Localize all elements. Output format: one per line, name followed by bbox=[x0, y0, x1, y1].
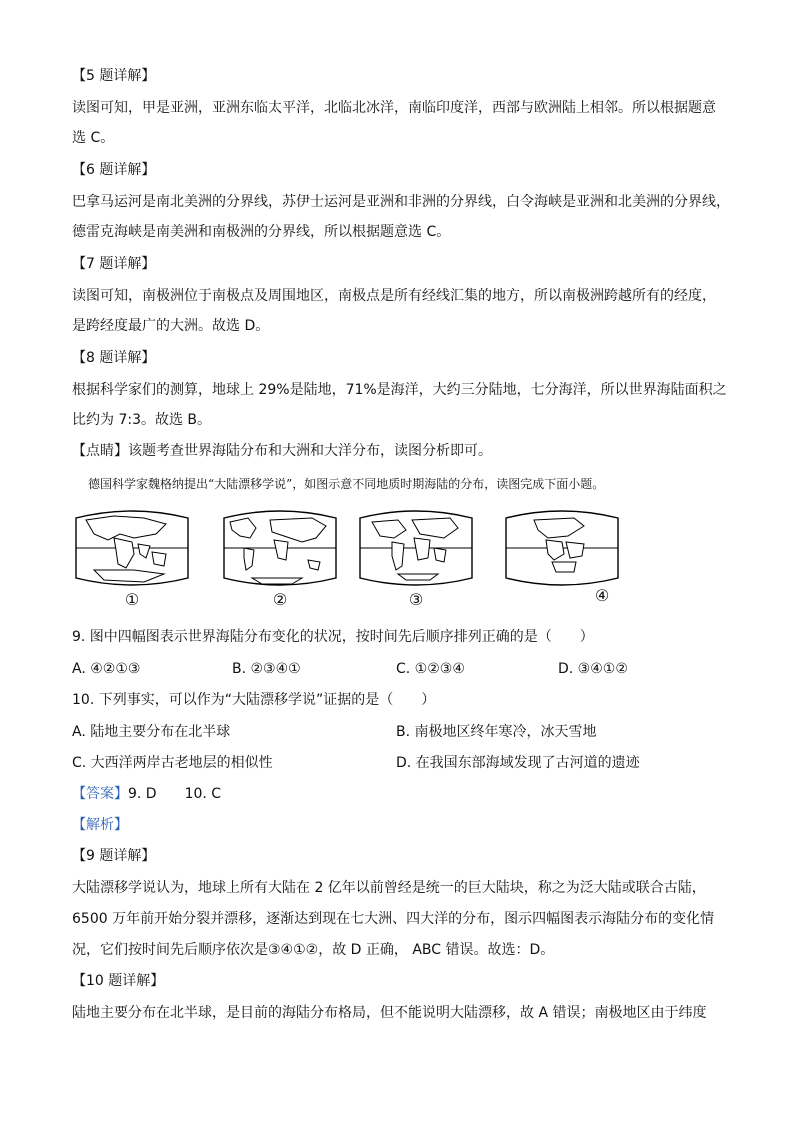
question-intro: 德国科学家魏格纳提出“大陆漂移学说”，如图示意不同地质时期海陆的分布，读图完成下面小题。 bbox=[88, 477, 605, 491]
q6-text-line2: 德雷克海峡是南美洲和南极洲的分界线，所以根据题意选 C。 bbox=[72, 224, 451, 240]
map-2 bbox=[222, 508, 338, 588]
q9-option-a: A. ④②①③ bbox=[72, 661, 141, 677]
q7-text-line1: 读图可知，南极洲位于南极点及周围地区，南极点是所有经线汇集的地方，所以南极洲跨越所有的经度， bbox=[72, 288, 716, 304]
q10-option-d: D. 在我国东部海域发现了古河道的遗迹 bbox=[396, 755, 640, 771]
q7-text-line2: 是跨经度最广的大洲。故选 D。 bbox=[72, 318, 270, 334]
q6-heading: 【6 题详解】 bbox=[72, 162, 156, 178]
q10-stem: 10. 下列事实，可以作为“大陆漂移学说”证据的是（ ） bbox=[72, 692, 436, 708]
q9-detail-heading: 【9 题详解】 bbox=[72, 848, 156, 864]
map-4 bbox=[504, 508, 620, 588]
map-3 bbox=[358, 508, 474, 588]
answer-line bbox=[72, 784, 221, 804]
map-label-3: ③ bbox=[408, 590, 424, 609]
q9-option-d: D. ③④①② bbox=[558, 661, 628, 677]
q9-option-c: C. ①②③④ bbox=[396, 661, 465, 677]
q8-heading: 【8 题详解】 bbox=[72, 350, 156, 366]
q9-option-b: B. ②③④① bbox=[232, 661, 301, 677]
q9-detail-line2: 6500 万年前开始分裂并漂移，逐渐达到现在七大洲、四大洋的分布，图示四幅图表示海陆分布的变化情 bbox=[72, 911, 715, 927]
q5-text-line2: 选 C。 bbox=[72, 130, 115, 146]
map-label-2: ② bbox=[272, 590, 288, 609]
q9-detail-line1: 大陆漂移学说认为，地球上所有大陆在 2 亿年以前曾经是统一的巨大陆块，称之为泛大陆或联合古陆， bbox=[72, 880, 706, 896]
continental-drift-maps bbox=[74, 508, 654, 618]
map-label-4: ④ bbox=[594, 586, 610, 605]
analysis-label: 【解析】 bbox=[72, 817, 128, 833]
map-label-1: ① bbox=[124, 590, 140, 609]
q6-text-line1: 巴拿马运河是南北美洲的分界线，苏伊士运河是亚洲和非洲的分界线，白令海峡是亚洲和北美洲的分界线， bbox=[72, 194, 730, 210]
q8-text-line1: 根据科学家们的测算，地球上 29%是陆地，71%是海洋，大约三分陆地，七分海洋，所以世界海陆面积之 bbox=[72, 382, 727, 398]
q10-option-a: A. 陆地主要分布在北半球 bbox=[72, 724, 231, 740]
map-1 bbox=[74, 508, 190, 588]
q9-detail-line3: 况，它们按时间先后顺序依次是③④①②，故 D 正确， ABC 错误。故选：D。 bbox=[72, 942, 555, 958]
q5-heading: 【5 题详解】 bbox=[72, 68, 156, 84]
q8-text-line2: 比约为 7:3。故选 B。 bbox=[72, 412, 212, 428]
q10-detail-line1: 陆地主要分布在北半球，是目前的海陆分布格局，但不能说明大陆漂移，故 A 错误；南极地区由于纬度 bbox=[72, 1005, 707, 1021]
q9-stem: 9. 图中四幅图表示世界海陆分布变化的状况，按时间先后顺序排列正确的是（ ） bbox=[72, 629, 594, 645]
q7-heading: 【7 题详解】 bbox=[72, 256, 156, 272]
dianjing-note: 【点睛】该题考查世界海陆分布和大洲和大洋分布，读图分析即可。 bbox=[72, 443, 492, 459]
answer-label: 【答案】 bbox=[72, 786, 128, 802]
q10-option-c: C. 大西洋两岸古老地层的相似性 bbox=[72, 755, 273, 771]
answer-value: 9. D 10. C bbox=[128, 786, 222, 802]
q10-option-b: B. 南极地区终年寒冷，冰天雪地 bbox=[396, 724, 597, 740]
q10-detail-heading: 【10 题详解】 bbox=[72, 973, 165, 989]
q5-text-line1: 读图可知，甲是亚洲，亚洲东临太平洋，北临北冰洋，南临印度洋，西部与欧洲陆上相邻。所以根据题意 bbox=[72, 100, 716, 116]
